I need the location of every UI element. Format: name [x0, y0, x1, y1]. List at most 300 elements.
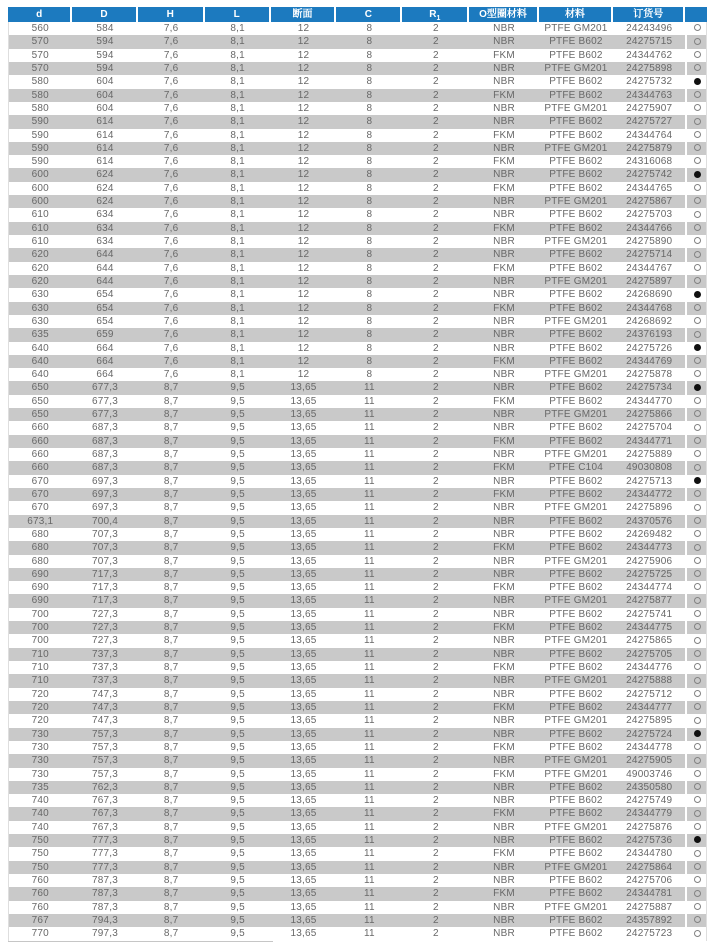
cell-C: 8 [366, 329, 373, 341]
cell-material: PTFE GM201 [544, 275, 608, 287]
cell-D: 677,3 [92, 382, 119, 394]
cell-d: 590 [31, 142, 49, 154]
cell-order-number: 24275741 [626, 608, 673, 620]
cell-order-number: 24344773 [626, 542, 673, 554]
cell-D: 664 [96, 342, 114, 354]
availability-cell [685, 874, 707, 887]
open-circle-icon [694, 251, 701, 258]
cell-C: 8 [366, 355, 373, 367]
availability-cell [685, 62, 707, 75]
cell-order-number: 24275866 [626, 409, 673, 421]
table-row [8, 461, 707, 474]
cell-oring-material: NBR [493, 515, 515, 527]
open-circle-icon [694, 743, 701, 750]
cell-order-number: 24344768 [626, 302, 673, 314]
cell-order-number: 24275736 [626, 835, 673, 847]
cell-d: 690 [31, 595, 49, 607]
cell-H: 7,6 [163, 49, 179, 61]
cell-R1: 2 [432, 914, 439, 926]
availability-cell [685, 901, 707, 914]
cell-D: 614 [96, 142, 114, 154]
availability-cell [685, 741, 707, 754]
cell-D: 604 [96, 89, 114, 101]
cell-d: 700 [31, 622, 49, 634]
availability-cell [685, 754, 707, 767]
cell-order-number: 24344764 [626, 129, 673, 141]
cell-material: PTFE B602 [549, 435, 603, 447]
cell-order-number: 24344772 [626, 488, 673, 500]
cell-R1: 2 [432, 315, 439, 327]
cell-C: 11 [363, 488, 375, 500]
open-circle-icon [694, 850, 701, 857]
open-circle-icon [694, 357, 701, 364]
open-circle-icon [694, 544, 701, 551]
cell-D: 584 [96, 23, 114, 34]
availability-cell [685, 235, 707, 248]
cell-C: 11 [363, 528, 375, 540]
cell-order-number: 24275905 [626, 755, 673, 767]
cell-R1: 2 [432, 329, 439, 341]
cell-oring-material: NBR [493, 422, 515, 434]
cell-order-number: 24344777 [626, 701, 673, 713]
cell-D: 644 [96, 249, 114, 261]
cell-material: PTFE GM201 [544, 555, 608, 567]
cell-d: 720 [31, 701, 49, 713]
cell-C: 11 [363, 515, 375, 527]
table-row [8, 155, 707, 168]
cell-material: PTFE B602 [549, 728, 603, 740]
open-circle-icon [694, 38, 701, 45]
cell-material: PTFE B602 [549, 688, 603, 700]
cell-d: 750 [31, 835, 49, 847]
cell-cross-section: 13,65 [290, 662, 317, 673]
table-row [8, 608, 707, 621]
cell-R1: 2 [432, 116, 439, 128]
table-row [8, 408, 707, 421]
cell-D: 687,3 [92, 422, 119, 434]
cell-oring-material: NBR [493, 409, 515, 421]
cell-d: 650 [31, 409, 49, 421]
cell-order-number: 24275865 [626, 635, 673, 647]
cell-L: 9,5 [230, 728, 245, 740]
cell-order-number: 24344769 [626, 355, 673, 367]
cell-R1: 2 [432, 595, 439, 607]
table-row [8, 501, 707, 514]
cell-d: 730 [31, 728, 49, 740]
cell-H: 8,7 [163, 462, 179, 474]
table-row [8, 528, 707, 541]
cell-oring-material: NBR [493, 728, 515, 740]
cell-oring-material: NBR [493, 329, 515, 341]
table-row [8, 754, 707, 767]
cell-H: 8,7 [163, 755, 179, 767]
table-row [8, 874, 707, 887]
cell-material: PTFE B602 [549, 608, 603, 620]
cell-C: 11 [363, 741, 375, 753]
cell-cross-section: 13,65 [290, 488, 317, 500]
open-circle-icon [694, 610, 701, 617]
cell-D: 634 [96, 236, 114, 247]
cell-R1: 2 [432, 169, 439, 181]
column-header-H: H [138, 7, 205, 22]
cell-R1: 2 [432, 262, 439, 274]
table-row [8, 901, 707, 914]
cell-R1: 2 [432, 728, 439, 740]
cell-d: 670 [31, 488, 49, 500]
cell-H: 7,6 [163, 196, 179, 208]
cell-material: PTFE GM201 [544, 142, 608, 154]
cell-L: 9,5 [230, 808, 245, 820]
cell-cross-section: 13,65 [290, 528, 317, 540]
table-row [8, 288, 707, 301]
cell-order-number: 24275889 [626, 449, 673, 460]
cell-d: 730 [31, 741, 49, 753]
cell-D: 594 [96, 36, 114, 48]
cell-D: 644 [96, 262, 114, 274]
cell-order-number: 24344779 [626, 808, 673, 820]
table-row [8, 342, 707, 355]
cell-d: 770 [31, 928, 49, 940]
cell-cross-section: 13,65 [290, 888, 317, 900]
cell-oring-material: NBR [493, 675, 515, 687]
cell-cross-section: 12 [297, 182, 310, 194]
cell-oring-material: FKM [493, 355, 515, 367]
cell-cross-section: 12 [297, 102, 310, 114]
open-circle-icon [694, 663, 701, 670]
cell-C: 11 [363, 861, 375, 873]
availability-cell [685, 248, 707, 261]
cell-d: 570 [31, 36, 49, 48]
cell-cross-section: 12 [297, 249, 310, 261]
table-row [8, 168, 707, 181]
cell-oring-material: FKM [493, 768, 515, 780]
cell-R1: 2 [432, 635, 439, 647]
availability-cell [685, 528, 707, 541]
cell-oring-material: FKM [493, 89, 515, 101]
availability-cell [685, 75, 707, 88]
cell-C: 11 [363, 928, 375, 940]
availability-cell [685, 488, 707, 501]
cell-D: 747,3 [92, 715, 119, 727]
cell-oring-material: NBR [493, 875, 515, 886]
cell-D: 747,3 [92, 701, 119, 713]
cell-material: PTFE B602 [549, 542, 603, 554]
cell-order-number: 24275898 [626, 62, 673, 74]
cell-D: 594 [96, 62, 114, 74]
cell-D: 787,3 [92, 888, 119, 900]
cell-H: 8,7 [163, 475, 179, 487]
cell-oring-material: FKM [493, 622, 515, 634]
cell-d: 673,1 [27, 515, 54, 527]
cell-D: 757,3 [92, 741, 119, 753]
table-row [8, 355, 707, 368]
cell-L: 9,5 [230, 608, 245, 620]
cell-order-number: 24344770 [626, 395, 673, 407]
table-row [8, 381, 707, 394]
cell-L: 8,1 [230, 329, 245, 341]
cell-L: 9,5 [230, 449, 245, 460]
table-row [8, 541, 707, 554]
table-row [8, 834, 707, 847]
cell-H: 7,6 [163, 89, 179, 101]
cell-R1: 2 [432, 236, 439, 247]
open-circle-icon [694, 783, 701, 790]
cell-d: 760 [31, 875, 49, 886]
cell-H: 7,6 [163, 76, 179, 88]
cell-D: 687,3 [92, 462, 119, 474]
cell-oring-material: NBR [493, 781, 515, 793]
open-circle-icon [694, 623, 701, 630]
cell-H: 7,6 [163, 289, 179, 301]
cell-C: 8 [366, 182, 373, 194]
cell-material: PTFE B602 [549, 329, 603, 341]
open-circle-icon [694, 131, 701, 138]
cell-D: 654 [96, 302, 114, 314]
cell-C: 8 [366, 76, 373, 88]
cell-order-number: 24344776 [626, 662, 673, 673]
cell-oring-material: NBR [493, 169, 515, 181]
availability-cell [685, 168, 707, 181]
cell-cross-section: 13,65 [290, 555, 317, 567]
cell-oring-material: NBR [493, 369, 515, 381]
cell-order-number: 24370576 [626, 515, 673, 527]
cell-d: 600 [31, 196, 49, 208]
cell-R1: 2 [432, 875, 439, 886]
cell-oring-material: NBR [493, 755, 515, 767]
cell-R1: 2 [432, 648, 439, 660]
cell-R1: 2 [432, 409, 439, 421]
cell-cross-section: 13,65 [290, 768, 317, 780]
cell-H: 8,7 [163, 422, 179, 434]
cell-cross-section: 13,65 [290, 901, 317, 913]
open-circle-icon [694, 757, 701, 764]
cell-order-number: 24344781 [626, 888, 673, 900]
cell-d: 680 [31, 542, 49, 554]
cell-oring-material: NBR [493, 116, 515, 128]
cell-H: 8,7 [163, 861, 179, 873]
cell-order-number: 24275724 [626, 728, 673, 740]
cell-cross-section: 12 [297, 23, 310, 34]
table-row [8, 768, 707, 781]
cell-H: 7,6 [163, 275, 179, 287]
table-row [8, 475, 707, 488]
cell-material: PTFE GM201 [544, 768, 608, 780]
cell-oring-material: NBR [493, 249, 515, 261]
cell-H: 8,7 [163, 528, 179, 540]
cell-material: PTFE B602 [549, 515, 603, 527]
cell-D: 737,3 [92, 662, 119, 673]
cell-H: 8,7 [163, 741, 179, 753]
cell-L: 8,1 [230, 355, 245, 367]
cell-L: 9,5 [230, 914, 245, 926]
cell-cross-section: 12 [297, 275, 310, 287]
open-circle-icon [694, 717, 701, 724]
cell-H: 7,6 [163, 302, 179, 314]
cell-C: 11 [363, 475, 375, 487]
cell-cross-section: 12 [297, 89, 310, 101]
table-row [8, 49, 707, 62]
cell-order-number: 24275703 [626, 209, 673, 221]
cell-oring-material: FKM [493, 435, 515, 447]
cell-cross-section: 13,65 [290, 568, 317, 580]
cell-L: 8,1 [230, 222, 245, 234]
cell-C: 11 [363, 795, 375, 807]
cell-D: 687,3 [92, 449, 119, 460]
cell-material: PTFE B602 [549, 116, 603, 128]
cell-D: 644 [96, 275, 114, 287]
cell-H: 8,7 [163, 648, 179, 660]
cell-order-number: 24275705 [626, 648, 673, 660]
cell-H: 8,7 [163, 608, 179, 620]
cell-order-number: 24275732 [626, 76, 673, 88]
cell-d: 720 [31, 688, 49, 700]
cell-D: 624 [96, 182, 114, 194]
cell-cross-section: 13,65 [290, 795, 317, 807]
cell-H: 8,7 [163, 715, 179, 727]
cell-cross-section: 12 [297, 342, 310, 354]
availability-cell [685, 861, 707, 874]
cell-D: 697,3 [92, 475, 119, 487]
table-row [8, 661, 707, 674]
cell-material: PTFE B602 [549, 129, 603, 141]
cell-order-number: 24344774 [626, 582, 673, 594]
cell-material: PTFE B602 [549, 582, 603, 594]
open-circle-icon [694, 424, 701, 431]
cell-C: 11 [363, 435, 375, 447]
cell-D: 654 [96, 289, 114, 301]
cell-R1: 2 [432, 582, 439, 594]
cell-order-number: 24275706 [626, 875, 673, 886]
cell-L: 9,5 [230, 662, 245, 673]
availability-cell [685, 475, 707, 488]
cell-d: 580 [31, 102, 49, 114]
cell-oring-material: FKM [493, 488, 515, 500]
cell-L: 8,1 [230, 302, 245, 314]
cell-H: 7,6 [163, 156, 179, 168]
cell-cross-section: 12 [297, 236, 310, 247]
table-row [8, 75, 707, 88]
availability-cell [685, 807, 707, 820]
table-row [8, 728, 707, 741]
availability-cell [685, 541, 707, 554]
cell-C: 11 [363, 422, 375, 434]
cell-H: 8,7 [163, 821, 179, 833]
filled-circle-icon [694, 477, 701, 484]
table-row [8, 581, 707, 594]
cell-H: 8,7 [163, 488, 179, 500]
cell-H: 8,7 [163, 928, 179, 940]
cell-H: 8,7 [163, 635, 179, 647]
cell-order-number: 24275887 [626, 901, 673, 913]
cell-L: 9,5 [230, 528, 245, 540]
open-circle-icon [694, 317, 701, 324]
cell-order-number: 24344775 [626, 622, 673, 634]
table-row [8, 781, 707, 794]
column-header-order-number: 订货号 [613, 7, 685, 22]
cell-cross-section: 13,65 [290, 835, 317, 847]
cell-d: 640 [31, 342, 49, 354]
cell-material: PTFE B602 [549, 781, 603, 793]
cell-d: 735 [31, 781, 49, 793]
table-row [8, 102, 707, 115]
open-circle-icon [694, 144, 701, 151]
open-circle-icon [694, 504, 701, 511]
cell-order-number: 24350580 [626, 781, 673, 793]
cell-order-number: 24275712 [626, 688, 673, 700]
availability-cell [685, 368, 707, 381]
cell-H: 8,7 [163, 675, 179, 687]
cell-L: 9,5 [230, 821, 245, 833]
cell-oring-material: NBR [493, 315, 515, 327]
cell-material: PTFE GM201 [544, 102, 608, 114]
cell-cross-section: 12 [297, 116, 310, 128]
cell-material: PTFE B602 [549, 475, 603, 487]
cell-R1: 2 [432, 768, 439, 780]
cell-material: PTFE GM201 [544, 755, 608, 767]
cell-d: 580 [31, 89, 49, 101]
table-row [8, 22, 707, 35]
cell-L: 8,1 [230, 289, 245, 301]
cell-order-number: 24344767 [626, 262, 673, 274]
column-header-L: L [205, 7, 271, 22]
cell-material: PTFE B602 [549, 182, 603, 194]
cell-oring-material: NBR [493, 36, 515, 48]
cell-L: 8,1 [230, 262, 245, 274]
cell-C: 11 [363, 901, 375, 913]
cell-L: 9,5 [230, 475, 245, 487]
table-row [8, 515, 707, 528]
cell-C: 11 [363, 835, 375, 847]
cell-R1: 2 [432, 542, 439, 554]
cell-d: 700 [31, 608, 49, 620]
cell-L: 8,1 [230, 62, 245, 74]
cell-D: 677,3 [92, 395, 119, 407]
cell-R1: 2 [432, 808, 439, 820]
cell-D: 677,3 [92, 409, 119, 421]
cell-C: 11 [363, 728, 375, 740]
filled-circle-icon [694, 730, 701, 737]
open-circle-icon [694, 637, 701, 644]
cell-C: 8 [366, 342, 373, 354]
availability-cell [685, 581, 707, 594]
cell-C: 11 [363, 595, 375, 607]
table-row [8, 634, 707, 647]
availability-cell [685, 927, 707, 940]
cell-L: 9,5 [230, 582, 245, 594]
cell-cross-section: 12 [297, 329, 310, 341]
cell-oring-material: FKM [493, 302, 515, 314]
table-row [8, 142, 707, 155]
open-circle-icon [694, 277, 701, 284]
cell-L: 8,1 [230, 342, 245, 354]
cell-material: PTFE B602 [549, 662, 603, 673]
table-row [8, 887, 707, 900]
cell-material: PTFE C104 [548, 462, 603, 474]
cell-material: PTFE GM201 [544, 675, 608, 687]
availability-cell [685, 35, 707, 48]
cell-material: PTFE B602 [549, 342, 603, 354]
availability-cell [685, 115, 707, 128]
open-circle-icon [694, 690, 701, 697]
availability-cell [685, 847, 707, 860]
cell-d: 660 [31, 449, 49, 460]
cell-H: 8,7 [163, 449, 179, 460]
cell-H: 7,6 [163, 62, 179, 74]
cell-oring-material: FKM [493, 662, 515, 673]
cell-order-number: 24344778 [626, 741, 673, 753]
cell-D: 757,3 [92, 728, 119, 740]
availability-cell [685, 222, 707, 235]
